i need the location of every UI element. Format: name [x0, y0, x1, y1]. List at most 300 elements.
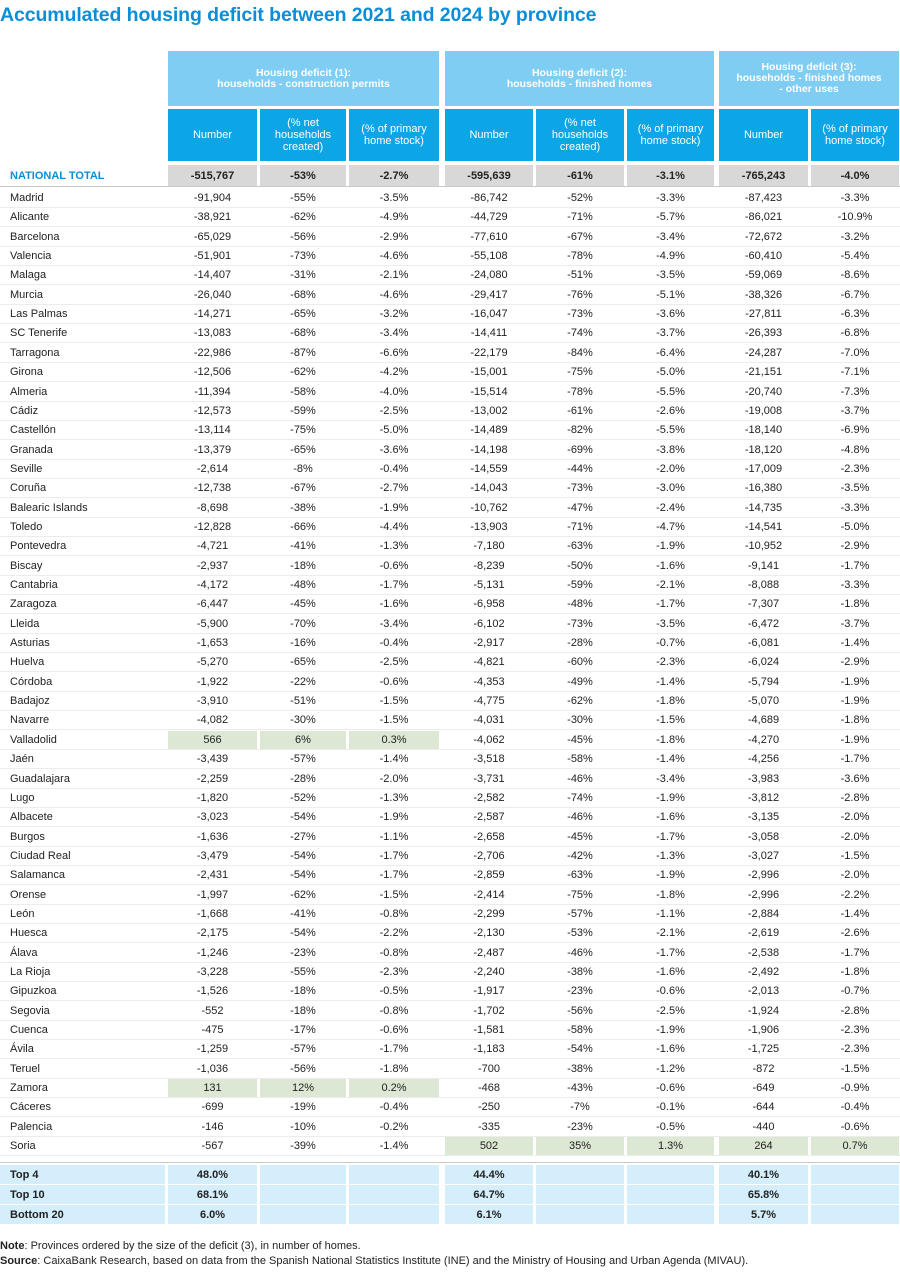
table-cell: -0.4%: [840, 1101, 870, 1113]
table-cell: -6.8%: [840, 327, 870, 339]
summary-cell: [811, 1205, 899, 1224]
table-cell: -3,027: [747, 850, 780, 862]
table-cell: -43%: [567, 1082, 593, 1094]
table-cell: -2,487: [473, 947, 505, 959]
column-header-2: (% net households created): [260, 109, 346, 161]
table-cell: -1.7%: [840, 753, 870, 765]
table-cell: -4.6%: [379, 289, 409, 301]
province-name: Lugo: [10, 792, 35, 804]
province-name: Zamora: [10, 1082, 48, 1094]
table-cell: -38,921: [193, 211, 232, 223]
table-cell: -27%: [290, 831, 316, 843]
row-divider: [0, 671, 900, 672]
table-cell: -8%: [293, 463, 313, 475]
table-cell: -1.3%: [379, 540, 409, 552]
table-cell: 502: [445, 1137, 533, 1155]
table-cell: -2,299: [473, 908, 505, 920]
table-cell: -1.1%: [656, 908, 685, 920]
province-name: Seville: [10, 463, 43, 475]
table-cell: -73%: [567, 482, 593, 494]
table-cell: -67%: [290, 482, 316, 494]
table-cell: -4.9%: [379, 211, 409, 223]
table-cell: -3.7%: [840, 618, 870, 630]
table-cell: -2.7%: [379, 482, 409, 494]
table-cell: -75%: [567, 889, 593, 901]
table-cell: -2.5%: [379, 405, 409, 417]
summary-cell: [627, 1185, 714, 1204]
table-cell: -78%: [567, 386, 593, 398]
table-cell: -71%: [567, 211, 593, 223]
table-cell: -11,394: [194, 386, 231, 398]
table-cell: -62%: [567, 695, 593, 707]
national-total-cell: -595,639: [445, 165, 533, 186]
table-cell: -1,526: [196, 985, 229, 997]
table-cell: -3.7%: [840, 405, 870, 417]
table-cell: -1,581: [473, 1024, 505, 1036]
table-cell: 12%: [260, 1079, 346, 1097]
province-name: Pontevedra: [10, 540, 67, 552]
table-cell: -22,986: [193, 347, 232, 359]
table-cell: -67%: [567, 231, 593, 243]
table-cell: -5.5%: [656, 424, 685, 436]
table-cell: -3.6%: [656, 308, 685, 320]
table-cell: -45%: [567, 734, 593, 746]
province-name: Segovia: [10, 1005, 50, 1017]
table-cell: -2.6%: [840, 927, 870, 939]
table-cell: -31%: [290, 269, 316, 281]
table-cell: -1.3%: [656, 850, 685, 862]
table-cell: -3.6%: [379, 444, 409, 456]
table-cell: -3.2%: [840, 231, 870, 243]
province-name: Burgos: [10, 831, 45, 843]
table-cell: 35%: [536, 1137, 624, 1155]
table-cell: -13,002: [470, 405, 508, 417]
province-name: Castellón: [10, 424, 56, 436]
table-cell: -335: [477, 1121, 501, 1133]
province-name: Jaén: [10, 753, 34, 765]
province-name: Asturias: [10, 637, 50, 649]
table-cell: -73%: [567, 618, 593, 630]
table-cell: -52%: [290, 792, 316, 804]
table-cell: -10.9%: [837, 211, 873, 223]
table-cell: -13,083: [193, 327, 232, 339]
table-cell: -38%: [567, 1063, 593, 1075]
table-cell: -1.8%: [840, 598, 870, 610]
table-cell: -38%: [567, 966, 593, 978]
table-cell: -5.0%: [840, 521, 870, 533]
summary-cell: [260, 1205, 346, 1224]
table-cell: -3.5%: [840, 482, 870, 494]
table-cell: -57%: [567, 908, 593, 920]
province-name: Lleida: [10, 618, 40, 630]
table-cell: -3.4%: [379, 618, 409, 630]
table-cell: -1.2%: [656, 1063, 685, 1075]
table-cell: -22,179: [470, 347, 508, 359]
table-cell: -3,910: [196, 695, 229, 707]
table-cell: -44%: [567, 463, 593, 475]
table-cell: -2.1%: [656, 579, 685, 591]
source-text: : CaixaBank Research, based on data from the Spanish National Statistics Institute (INE) and the Ministry of Housing and Urban Agenda (MIVAU).: [37, 1255, 749, 1267]
table-cell: -15,001: [470, 366, 508, 378]
table-cell: -59%: [567, 579, 593, 591]
table-cell: -552: [201, 1005, 224, 1017]
table-cell: -2.5%: [656, 1005, 685, 1017]
table-cell: -16,047: [470, 308, 508, 320]
summary-cell: [349, 1165, 439, 1184]
table-cell: -2,996: [747, 889, 780, 901]
table-cell: -3,731: [473, 773, 505, 785]
table-cell: -5.0%: [656, 366, 685, 378]
summary-cell: 65.8%: [719, 1185, 808, 1204]
table-cell: -72,672: [744, 231, 783, 243]
table-cell: -2,431: [196, 869, 229, 881]
table-cell: -5.5%: [656, 386, 685, 398]
table-cell: -3.4%: [656, 773, 685, 785]
row-divider: [0, 1155, 900, 1156]
table-cell: -8.6%: [840, 269, 870, 281]
table-cell: -38,326: [744, 289, 783, 301]
table-cell: -5.4%: [840, 250, 870, 262]
table-cell: -4.7%: [656, 521, 685, 533]
table-cell: -0.6%: [379, 560, 409, 572]
national-total-cell: -515,767: [168, 165, 257, 186]
table-cell: -2.0%: [840, 831, 870, 843]
table-cell: -4,721: [196, 540, 229, 552]
table-cell: -4.0%: [379, 386, 409, 398]
table-cell: -5,794: [747, 676, 780, 688]
table-cell: -59,069: [744, 269, 783, 281]
table-cell: -63%: [567, 540, 593, 552]
table-cell: -28%: [567, 637, 593, 649]
table-cell: -46%: [567, 947, 593, 959]
table-cell: -1,922: [196, 676, 229, 688]
table-cell: -475: [201, 1024, 224, 1036]
table-cell: -700: [477, 1063, 501, 1075]
summary-label: Top 4: [0, 1165, 165, 1184]
table-cell: -2.0%: [840, 811, 870, 823]
table-cell: -48%: [567, 598, 593, 610]
table-cell: -62%: [290, 366, 316, 378]
table-cell: -6,447: [196, 598, 229, 610]
table-cell: -0.5%: [656, 1121, 685, 1133]
table-cell: -1.8%: [656, 695, 685, 707]
province-name: SC Tenerife: [10, 327, 68, 339]
table-cell: -2.8%: [840, 792, 870, 804]
table-cell: -3.2%: [379, 308, 409, 320]
table-cell: -649: [752, 1082, 775, 1094]
note-text: : Provinces ordered by the size of the deficit (3), in number of homes.: [24, 1240, 361, 1252]
table-cell: -1,702: [473, 1005, 505, 1017]
table-cell: -23%: [567, 985, 593, 997]
table-cell: -3,983: [747, 773, 780, 785]
table-cell: -1.7%: [840, 560, 870, 572]
group-header-2: Housing deficit (2): households - finished homes: [445, 51, 714, 106]
table-cell: -62%: [290, 889, 316, 901]
summary-cell: [536, 1165, 624, 1184]
table-cell: -6.4%: [656, 347, 685, 359]
table-cell: -2,414: [473, 889, 505, 901]
national-total-cell: -2.7%: [349, 165, 439, 186]
group-header-1: Housing deficit (1): households - construction permits: [168, 51, 439, 106]
table-cell: -19%: [290, 1101, 316, 1113]
province-name: Cuenca: [10, 1024, 48, 1036]
table-cell: -1.7%: [379, 850, 409, 862]
province-name: Huelva: [10, 656, 45, 668]
table-cell: -1.4%: [379, 753, 409, 765]
table-cell: -1.7%: [379, 1043, 409, 1055]
table-cell: -78%: [567, 250, 593, 262]
table-cell: -644: [752, 1101, 775, 1113]
table-cell: -0.6%: [656, 985, 685, 997]
province-name: Guadalajara: [10, 773, 70, 785]
table-cell: -14,198: [470, 444, 508, 456]
province-name: Granada: [10, 444, 53, 456]
table-cell: -16%: [290, 637, 316, 649]
table-cell: -91,904: [193, 192, 232, 204]
table-cell: -27,811: [745, 308, 782, 320]
row-divider: [0, 439, 900, 440]
summary-cell: [260, 1165, 346, 1184]
table-cell: -3.4%: [379, 327, 409, 339]
table-cell: -0.8%: [379, 908, 409, 920]
province-name: Barcelona: [10, 231, 60, 243]
table-cell: -1.7%: [840, 947, 870, 959]
table-cell: -3.5%: [656, 618, 685, 630]
table-cell: -2,658: [473, 831, 505, 843]
table-cell: -65%: [290, 444, 316, 456]
table-cell: -54%: [290, 850, 316, 862]
table-cell: -60,410: [744, 250, 783, 262]
table-cell: -1.4%: [840, 637, 870, 649]
province-name: Cádiz: [10, 405, 39, 417]
row-divider: [0, 768, 900, 769]
table-cell: -2,619: [747, 927, 780, 939]
table-cell: -4.8%: [840, 444, 870, 456]
table-cell: -1,036: [196, 1063, 229, 1075]
table-cell: -2.1%: [379, 269, 409, 281]
table-cell: -1.8%: [379, 1063, 409, 1075]
table-cell: -87%: [290, 347, 316, 359]
province-name: Teruel: [10, 1063, 40, 1075]
table-cell: -2.9%: [840, 540, 870, 552]
table-cell: -8,239: [473, 560, 505, 572]
table-cell: -0.4%: [379, 463, 409, 475]
table-cell: -7.1%: [840, 366, 870, 378]
table-cell: -250: [477, 1101, 501, 1113]
table-cell: -0.8%: [379, 1005, 409, 1017]
province-name: Soria: [10, 1140, 36, 1152]
table-cell: -5,270: [196, 656, 229, 668]
table-cell: -65%: [290, 656, 316, 668]
province-name: Valladolid: [10, 734, 57, 746]
table-cell: -1.4%: [656, 753, 685, 765]
table-cell: -30%: [290, 714, 316, 726]
province-name: Ciudad Real: [10, 850, 71, 862]
summary-cell: [627, 1165, 714, 1184]
table-cell: -1.4%: [656, 676, 685, 688]
table-cell: -2.2%: [379, 927, 409, 939]
province-name: León: [10, 908, 35, 920]
table-cell: -3.6%: [840, 773, 870, 785]
table-cell: -1,725: [747, 1043, 780, 1055]
table-cell: -45%: [567, 831, 593, 843]
notes: [0, 1239, 900, 1269]
table-cell: -3.5%: [656, 269, 685, 281]
table-cell: -56%: [290, 1063, 316, 1075]
row-divider: [0, 613, 900, 614]
summary-cell: [349, 1205, 439, 1224]
row-divider: [0, 284, 900, 285]
summary-label: Top 10: [0, 1185, 165, 1204]
table-cell: -699: [201, 1101, 224, 1113]
province-name: Balearic Islands: [10, 502, 88, 514]
table-cell: -15,514: [470, 386, 508, 398]
province-name: Córdoba: [10, 676, 53, 688]
row-divider: [0, 381, 900, 382]
column-header-5: (% net households created): [536, 109, 624, 161]
table-cell: -4,775: [473, 695, 505, 707]
table-cell: -2,582: [473, 792, 505, 804]
table-cell: -54%: [290, 927, 316, 939]
table-cell: -2.8%: [840, 1005, 870, 1017]
table-cell: -3,135: [747, 811, 780, 823]
summary-cell: [811, 1165, 899, 1184]
province-name: Navarre: [10, 714, 50, 726]
table-cell: -77,610: [470, 231, 508, 243]
province-name: Álava: [10, 947, 38, 959]
table-cell: -1.7%: [656, 947, 685, 959]
note-label: Note: [0, 1240, 25, 1252]
table-cell: -0.6%: [379, 676, 409, 688]
table-cell: -2,917: [473, 637, 505, 649]
table-cell: -2,492: [747, 966, 780, 978]
province-name: La Rioja: [10, 966, 51, 978]
column-header-4: Number: [445, 109, 533, 161]
table-cell: -1,924: [747, 1005, 780, 1017]
table-cell: -5.7%: [656, 211, 685, 223]
table-cell: -872: [752, 1063, 775, 1075]
table-cell: -17,009: [744, 463, 783, 475]
table-cell: -30%: [567, 714, 593, 726]
table-cell: -17%: [290, 1024, 316, 1036]
table-cell: -75%: [567, 366, 593, 378]
summary-cell: 48.0%: [168, 1165, 257, 1184]
table-cell: -3,023: [196, 811, 229, 823]
summary-label: Bottom 20: [0, 1205, 165, 1224]
table-cell: -58%: [567, 753, 593, 765]
table-cell: -60%: [567, 656, 593, 668]
table-cell: -1.6%: [656, 966, 685, 978]
table-cell: -2.3%: [379, 966, 409, 978]
table-cell: -1,183: [473, 1043, 505, 1055]
table-cell: -10,762: [470, 502, 508, 514]
table-cell: -12,573: [193, 405, 232, 417]
table-cell: -41%: [290, 908, 316, 920]
chart-title: Accumulated housing deficit between 2021 and 2024 by province: [0, 4, 597, 26]
table-cell: -2,884: [747, 908, 780, 920]
table-cell: -13,903: [470, 521, 508, 533]
row-divider: [0, 942, 900, 943]
table-cell: -14,541: [744, 521, 783, 533]
row-divider: [0, 1058, 900, 1059]
table-cell: -3.3%: [840, 579, 870, 591]
table-cell: -75%: [290, 424, 316, 436]
table-cell: -5,900: [196, 618, 229, 630]
province-name: Biscay: [10, 560, 43, 572]
table-cell: 131: [168, 1079, 257, 1097]
table-cell: -3,439: [196, 753, 229, 765]
table-cell: -52%: [567, 192, 593, 204]
table-cell: -70%: [290, 618, 316, 630]
province-name: Ávila: [10, 1043, 34, 1055]
table-cell: -18,140: [744, 424, 783, 436]
province-name: Toledo: [10, 521, 43, 533]
national-total-cell: -61%: [536, 165, 624, 186]
table-cell: -66%: [290, 521, 316, 533]
table-cell: -47%: [567, 502, 593, 514]
national-total-cell: -765,243: [719, 165, 808, 186]
table-cell: -1.1%: [379, 831, 409, 843]
table-cell: -1.5%: [379, 695, 409, 707]
table-cell: -24,080: [470, 269, 508, 281]
table-cell: -2,937: [196, 560, 229, 572]
row-divider: [0, 1116, 900, 1117]
table-cell: -1.5%: [656, 714, 685, 726]
table-cell: -2.1%: [656, 927, 685, 939]
table-cell: -0.2%: [379, 1121, 409, 1133]
table-cell: -1.4%: [379, 1140, 409, 1152]
table-cell: -1.4%: [840, 908, 870, 920]
table-cell: -65,029: [193, 231, 232, 243]
table-cell: -73%: [567, 308, 593, 320]
table-cell: -8,088: [747, 579, 780, 591]
table-cell: -6.3%: [840, 308, 870, 320]
table-cell: -48%: [290, 579, 316, 591]
table-cell: -68%: [290, 327, 316, 339]
table-cell: -56%: [567, 1005, 593, 1017]
table-cell: -2.0%: [656, 463, 685, 475]
table-cell: -1.9%: [840, 734, 870, 746]
table-cell: -7.0%: [840, 347, 870, 359]
table-cell: -1.5%: [840, 850, 870, 862]
table-cell: -0.9%: [840, 1082, 870, 1094]
table-cell: -6.6%: [379, 347, 409, 359]
summary-cell: 64.7%: [445, 1185, 533, 1204]
table-cell: -1.9%: [656, 792, 685, 804]
row-divider: [0, 497, 900, 498]
table-cell: -2.5%: [379, 656, 409, 668]
table-cell: -0.5%: [379, 985, 409, 997]
table-cell: -54%: [290, 811, 316, 823]
province-name: Las Palmas: [10, 308, 68, 320]
table-cell: -5,070: [747, 695, 780, 707]
table-cell: -2,538: [747, 947, 780, 959]
summary-cell: 6.1%: [445, 1205, 533, 1224]
province-name: Orense: [10, 889, 47, 901]
table-cell: -1.9%: [379, 502, 409, 514]
table-cell: -1,246: [196, 947, 229, 959]
table-cell: -29,417: [470, 289, 508, 301]
table-cell: -1.6%: [656, 1043, 685, 1055]
province-name: Gipuzkoa: [10, 985, 57, 997]
table-cell: -1.5%: [379, 714, 409, 726]
summary-cell: 68.1%: [168, 1185, 257, 1204]
table-cell: -1.9%: [379, 811, 409, 823]
table-cell: -2.4%: [656, 502, 685, 514]
table-cell: -1.9%: [656, 540, 685, 552]
table-cell: -12,828: [193, 521, 232, 533]
table-cell: -2.3%: [840, 1024, 870, 1036]
